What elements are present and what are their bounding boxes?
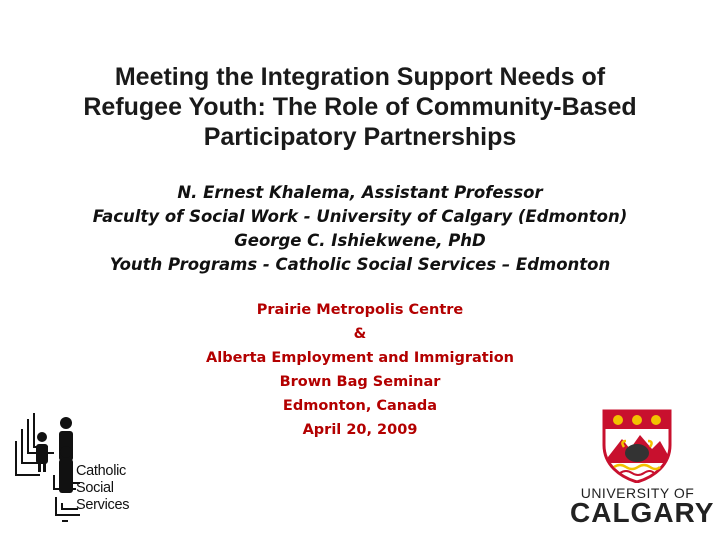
author-1-name: N. Ernest Khalema, Assistant Professor: [177, 183, 543, 202]
uofc-logo-line-2: CALGARY: [570, 497, 715, 528]
event-type: Brown Bag Seminar: [279, 374, 441, 390]
uofc-logo-line-1: UNIVERSITY OF: [580, 485, 695, 501]
author-2-affiliation: Youth Programs - Catholic Social Services – Edmonton: [109, 255, 611, 274]
event-host: Prairie Metropolis Centre: [256, 302, 464, 318]
event-date: April 20, 2009: [302, 422, 418, 438]
title-line-3: Participatory Partnerships: [203, 123, 517, 151]
title-line-1: Meeting the Integration Support Needs of: [114, 63, 606, 91]
slide-title: [0, 62, 720, 152]
css-logo-word-1: Catholic: [76, 463, 126, 479]
event-location: Edmonton, Canada: [282, 398, 438, 414]
author-2-name: George C. Ishiekwene, PhD: [234, 231, 486, 250]
title-line-2: Refugee Youth: The Role of Community-Based: [83, 93, 637, 121]
uofc-crest-icon: [598, 407, 676, 483]
event-ampersand: &: [353, 326, 367, 342]
author-1-affiliation: Faculty of Social Work - University of Calgary (Edmonton): [92, 207, 628, 226]
css-logo-word-2: Social: [76, 480, 114, 496]
css-logo-word-3: Services: [76, 497, 130, 513]
catholic-social-services-logo: [10, 405, 160, 530]
css-logo-wordmark: [76, 463, 129, 514]
event-cohost: Alberta Employment and Immigration: [206, 350, 514, 366]
author-block: [0, 181, 720, 277]
university-of-calgary-logo: [570, 405, 715, 530]
